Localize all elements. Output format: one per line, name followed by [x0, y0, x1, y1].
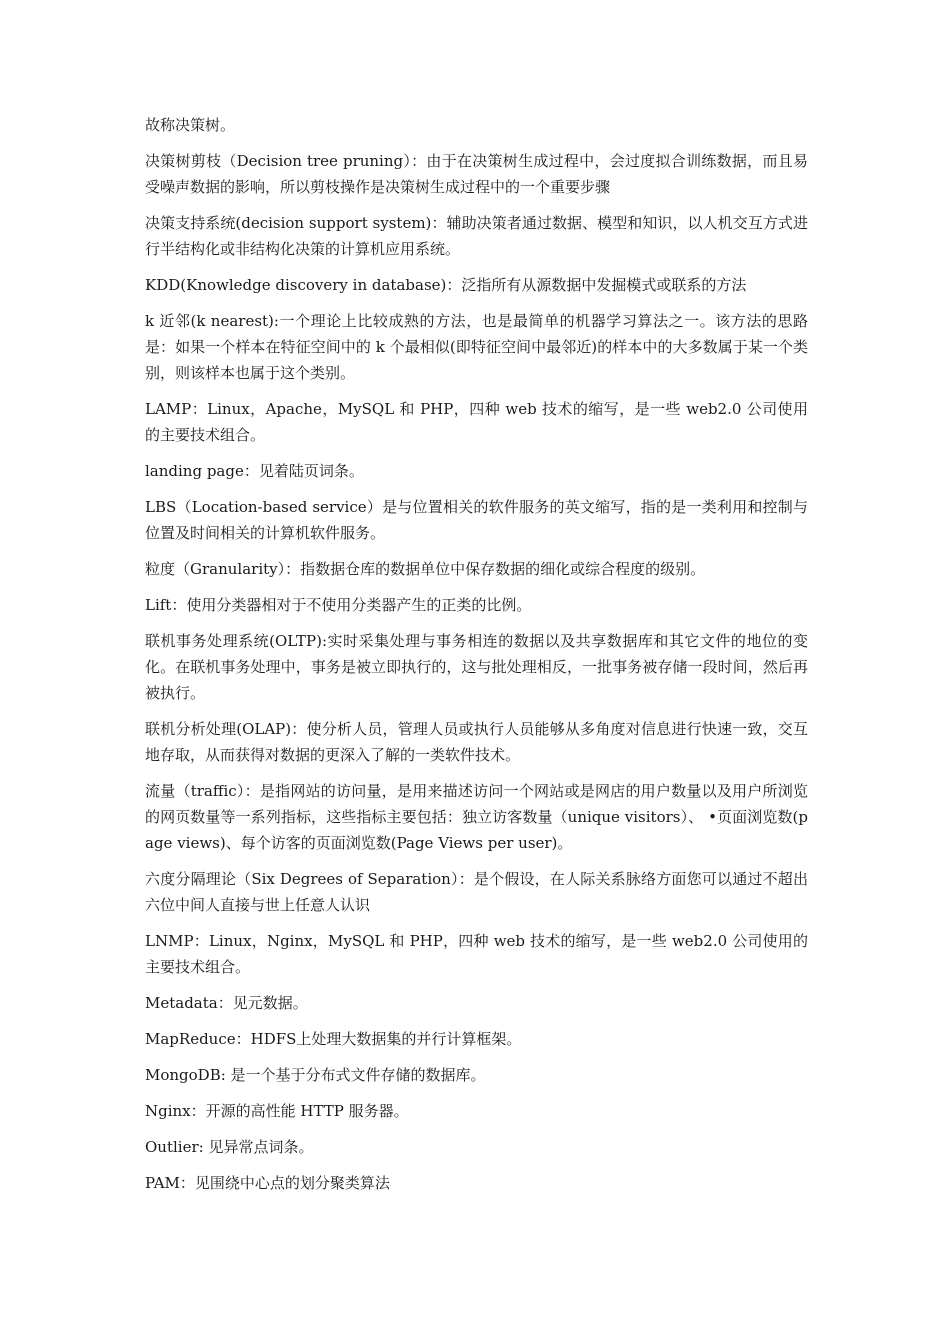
glossary-entry-11: 联机事务处理系统(OLTP):实时采集处理与事务相连的数据以及共享数据库和其它文件的地位的变化。在联机事务处理中，事务是被立即执行的，这与批处理相反，一批事务被存储一段时间，然后再被执行。 — [145, 632, 808, 702]
glossary-entry-18: MongoDB: 是一个基于分布式文件存储的数据库。 — [145, 1066, 486, 1084]
glossary-entry-7: landing page：见着陆页词条。 — [145, 462, 364, 480]
glossary-entry-9: 粒度（Granularity）：指数据仓库的数据单位中保存数据的细化或综合程度的级别。 — [145, 560, 706, 578]
glossary-entry-17: MapReduce：HDFS上处理大数据集的并行计算框架。 — [145, 1030, 522, 1048]
glossary-entry-21: PAM：见围绕中心点的划分聚类算法 — [145, 1174, 390, 1192]
glossary-entry-14: 六度分隔理论（Six Degrees of Separation）：是个假设，在人际关系脉络方面您可以通过不超出六位中间人直接与世上任意人认识 — [145, 870, 808, 914]
glossary-entry-19: Nginx：开源的高性能 HTTP 服务器。 — [145, 1102, 409, 1120]
glossary-entry-12: 联机分析处理(OLAP)：使分析人员，管理人员或执行人员能够从多角度对信息进行快速一致，交互地存取，从而获得对数据的更深入了解的一类软件技术。 — [145, 720, 808, 764]
glossary-entry-16: Metadata：见元数据。 — [145, 994, 308, 1012]
glossary-entry-3: 决策支持系统(decision support system)：辅助决策者通过数据、模型和知识，以人机交互方式进行半结构化或非结构化决策的计算机应用系统。 — [145, 214, 808, 258]
glossary-entry-13: 流量（traffic）：是指网站的访问量，是用来描述访问一个网站或是网店的用户数量以及用户所浏览的网页数量等一系列指标，这些指标主要包括：独立访客数量（unique visitors）、 •页面浏览数(page views)、每个访客的页面浏览数(Page Views per user)。 — [145, 782, 808, 852]
glossary-entry-15: LNMP：Linux，Nginx，MySQL 和 PHP，四种 web 技术的缩写，是一些 web2.0 公司使用的主要技术组合。 — [145, 932, 808, 976]
document-page — [145, 112, 808, 1206]
glossary-entry-6: LAMP：Linux，Apache，MySQL 和 PHP，四种 web 技术的缩写，是一些 web2.0 公司使用的主要技术组合。 — [145, 400, 808, 444]
glossary-entry-5: k 近邻(k nearest):一个理论上比较成熟的方法，也是最简单的机器学习算法之一。该方法的思路是：如果一个样本在特征空间中的 k 个最相似(即特征空间中最邻近)的样本中的大多数属于某一个类别，则该样本也属于这个类别。 — [145, 312, 808, 382]
glossary-entry-10: Lift：使用分类器相对于不使用分类器产生的正类的比例。 — [145, 596, 532, 614]
glossary-entry-1: 故称决策树。 — [145, 116, 236, 134]
glossary-entry-4: KDD(Knowledge discovery in database)：泛指所有从源数据中发掘模式或联系的方法 — [145, 276, 747, 294]
glossary-entry-2: 决策树剪枝（Decision tree pruning）：由于在决策树生成过程中，会过度拟合训练数据，而且易受噪声数据的影响，所以剪枝操作是决策树生成过程中的一个重要步骤 — [145, 152, 808, 196]
glossary-entry-20: Outlier: 见异常点词条。 — [145, 1138, 314, 1156]
glossary-entry-8: LBS（Location-based service）是与位置相关的软件服务的英文缩写，指的是一类利用和控制与位置及时间相关的计算机软件服务。 — [145, 498, 808, 542]
